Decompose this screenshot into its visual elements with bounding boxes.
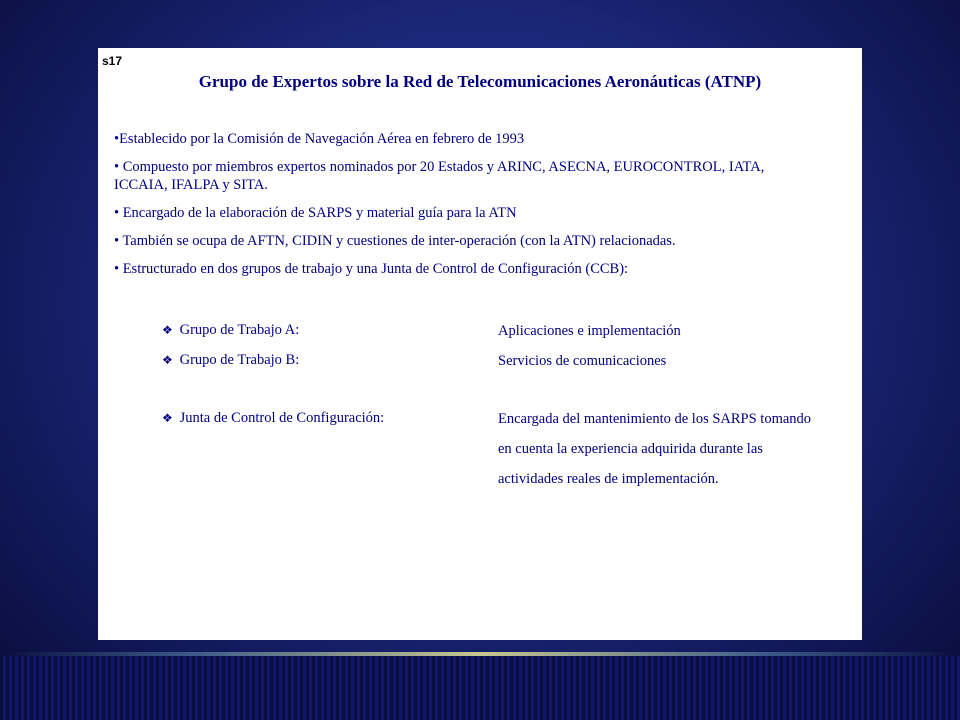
working-groups-list bbox=[162, 322, 822, 487]
group-description: Servicios de comunicaciones bbox=[498, 353, 667, 369]
bottom-highlight-line bbox=[0, 652, 960, 656]
group-name: Grupo de Trabajo B: bbox=[179, 352, 300, 368]
bullet-list bbox=[114, 130, 800, 288]
bullet-item: • También se ocupa de AFTN, CIDIN y cuestiones de inter-operación (con la ATN) relacionadas. bbox=[114, 233, 676, 249]
group-name: Grupo de Trabajo A: bbox=[179, 322, 300, 338]
bottom-decorative-band bbox=[0, 652, 960, 720]
diamond-bullet-icon: ❖ bbox=[162, 353, 173, 367]
bullet-item: • Compuesto por miembros expertos nominados por 20 Estados y ARINC, ASECNA, EUROCONTROL, IATA, ICCAIA, IFALPA y SITA. bbox=[114, 159, 765, 193]
diamond-bullet-icon: ❖ bbox=[162, 323, 173, 337]
slide-number-label: s17 bbox=[102, 54, 123, 68]
group-description: Encargada del mantenimiento de los SARPS tomando en cuenta la experiencia adquirida durante las actividades reales de implementación. bbox=[498, 411, 812, 487]
working-group-row bbox=[162, 352, 822, 382]
group-description: Aplicaciones e implementación bbox=[498, 323, 681, 339]
working-group-label bbox=[162, 322, 299, 339]
bullet-item: • Estructurado en dos grupos de trabajo y una Junta de Control de Configuración (CCB): bbox=[114, 261, 629, 277]
bullet-item: • Encargado de la elaboración de SARPS y material guía para la ATN bbox=[114, 205, 517, 221]
slide-panel bbox=[98, 48, 862, 640]
working-group-row bbox=[162, 410, 822, 487]
diamond-bullet-icon: ❖ bbox=[162, 411, 173, 425]
group-name: Junta de Control de Configuración: bbox=[179, 410, 385, 426]
bullet-item: •Establecido por la Comisión de Navegación Aérea en febrero de 1993 bbox=[114, 131, 525, 147]
working-group-label bbox=[162, 352, 299, 369]
working-group-label bbox=[162, 410, 384, 427]
slide-title: Grupo de Expertos sobre la Red de Telecomunicaciones Aeronáuticas (ATNP) bbox=[198, 72, 762, 91]
